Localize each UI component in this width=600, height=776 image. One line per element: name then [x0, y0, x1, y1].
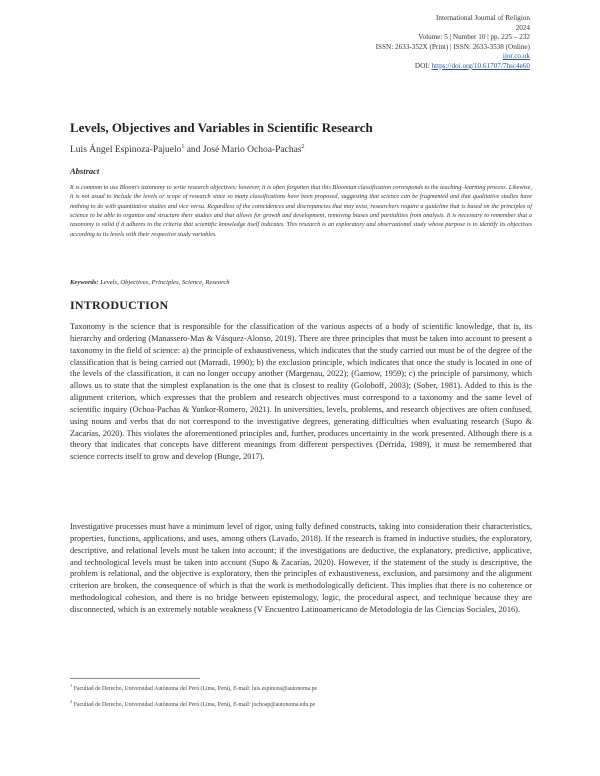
section-heading: INTRODUCTION: [70, 298, 169, 312]
paper-title: Levels, Objectives and Variables in Scientific Research: [70, 120, 373, 135]
footnote-2-mark: 2: [70, 699, 73, 704]
intro-paragraph-2: Investigative processes must have a minimum level of rigor, using fully defined constructs, taking into consideration their characteristics, properties, functions, applications, and uses, among others (Lavado, 2018). If the research is framed in inductive studies, the exploratory, descriptive, and relational levels must be taken into account; if the investigations are deductive, the explanatory, predictive, applicative, and technological levels must be taken into account (Supo & Zacarías, 2020). However, if the statement of the study is descriptive, the problem is relational, and the objective is exploratory, then the principles of exhaustiveness, exclusion, and parsimony and the alignment criterion are broken, the consequence of which is that the work is methodologically deficient. This implies that there is no coherence or methodological cohesion, and there is no bridge between epistemology, logic, the procedural aspect, and technique because they are disconnected, which is an extremely notable weakness (V Encuentro Latinoamericano de Metodología de las Ciencias Sociales, 2016).: [70, 522, 532, 614]
journal-header: [230, 14, 530, 72]
journal-site-link[interactable]: ijor.co.uk: [502, 52, 530, 61]
journal-issn: ISSN: 2633-352X (Print) | ISSN: 2633-3538 (Online): [375, 42, 530, 51]
footnote-2-text: Facultad de Derecho, Universidad Autónoma del Perú (Lima, Perú), E-mail: jochoap@autonoma.edu.pe: [72, 701, 316, 708]
author-2-footnote-mark[interactable]: 2: [301, 144, 305, 150]
keywords: [70, 279, 532, 286]
author-2: José Mario Ochoa-Pachas: [202, 145, 302, 156]
intro-paragraph-1: Taxonomy is the science that is responsible for the classification of the various aspects of a body of scientific knowledge, that is, its hierarchy and ordering (Manassero-Mas & Vásquez-Alonso, 2019). There are three principles that must be taken into account to present a taxonomy in the field of science: a) the principle of exhaustiveness, which indicates that the study carried out must be of the degree of the classification that is being carried out (Marradi, 1990); b) the exclusion principle, which indicates that once the study is located in one of the levels of the classification, it can no longer occupy another (Margenau, 2022); (Gamow, 1959); c) the principle of parsimony, which allows us to state that the simplest explanation is the one that is closest to reality (Goloboff, 2003); (Sober, 1981). Added to this is the alignment criterion, which expresses that the problem and research objectives must correspond to a taxonomy and the same level of scientific inquiry (Ochoa-Pachas & Yunkor-Romero, 2021). In universities, levels, problems, and research objectives are often confused, using nouns and verbs that do not correspond to the investigative degrees, generating difficulties when evaluating research (Supo & Zacarías, 2020). This violates the aforementioned principles and, further, produces uncertainty in the work presented. Although there is a theory that indicates that concepts have different meanings from different perspectives (Derrida, 1989), it must be remembered that science corrects itself to grow and develop (Bunge, 2017).: [70, 322, 532, 462]
doi-link[interactable]: https://doi.org/10.61707/7hsc4e60: [431, 61, 530, 70]
author-1: Luis Ángel Espinoza-Pajuelo: [70, 145, 182, 156]
journal-name: International Journal of Religion: [435, 14, 530, 22]
footnote-1-mark: 1: [70, 683, 73, 688]
author-1-footnote-mark[interactable]: 1: [181, 144, 185, 150]
abstract-text: It is common to use Bloom's taxonomy to write research objectives; however, it is often forgotten that this Bloomian classification corresponds to the teaching–learning process. Likewise, it is not usual to include the levels or scope of research since so many classifications have been proposed, suggesting that science can be fragmented and that qualitative studies have nothing to do with quantitative studies and vice versa. Regardless of the coincidences and discrepancies that may exist, researchers require a guideline that is based on the principles of science to be able to organize and structure their studies and that allows for growth and development, removing biases and partialities from analysis. It is necessary to remember that a taxonomy is valid if it adheres to the criteria that scientific knowledge itself indicates. This research is an exploratory and observational study whose purpose is to identify its objectives according to its levels with their respective study variables.: [70, 184, 532, 238]
footnote-1: [70, 683, 532, 692]
journal-doi: [230, 62, 530, 72]
keywords-label: Keywords:: [70, 279, 99, 286]
doi-label: DOI:: [414, 61, 432, 70]
abstract-heading: Abstract: [70, 166, 100, 176]
keywords-text: Levels, Objectives, Principles, Science, Research: [98, 279, 230, 286]
footnote-2: [70, 699, 532, 708]
journal-year: 2024: [515, 23, 530, 32]
author-line: [70, 144, 540, 155]
footnote-divider: [70, 678, 200, 679]
footnote-1-text: Facultad de Derecho, Universidad Autónoma del Perú (Lima, Perú), E-mail: luis.espinoza@autonoma.pe: [72, 685, 318, 692]
author-connector: and: [184, 145, 203, 156]
journal-volume: Volume: 5 | Number 10 | pp. 225 – 232: [418, 33, 530, 42]
